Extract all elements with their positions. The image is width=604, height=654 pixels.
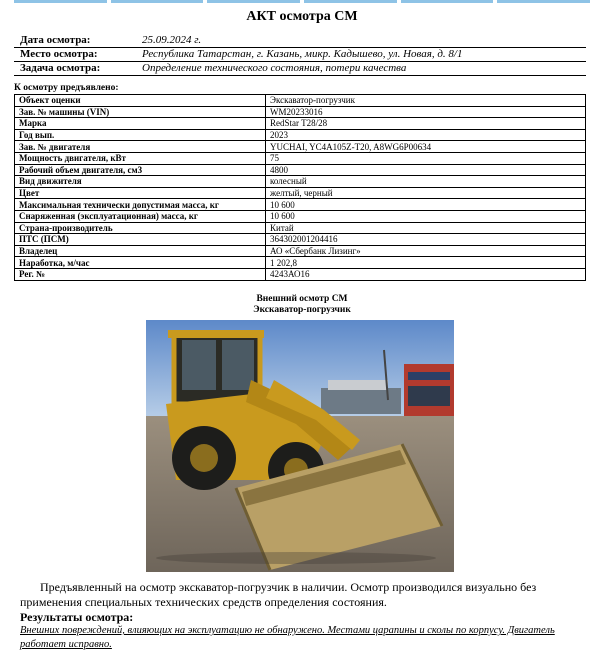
spec-value: 1 202,8 (266, 257, 586, 269)
spec-value: колесный (266, 176, 586, 188)
spec-value: 10 600 (266, 199, 586, 211)
meta-row-task (14, 62, 586, 76)
meta-row-place (14, 48, 586, 62)
spec-label: Владелец (15, 245, 266, 257)
spec-label: Рабочий объем двигателя, см3 (15, 164, 266, 176)
spec-row (15, 234, 586, 246)
top-decoration (14, 0, 590, 3)
spec-value: Китай (266, 222, 586, 234)
spec-label: ПТС (ПСМ) (15, 234, 266, 246)
spec-value: YUCHAI, YC4A105Z-T20, A8WG6P00634 (266, 141, 586, 153)
spec-label: Страна-производитель (15, 222, 266, 234)
meta-label: Место осмотра: (20, 48, 98, 60)
spec-label: Цвет (15, 187, 266, 199)
meta-value: Республика Татарстан, г. Казань, микр. Кадышево, ул. Новая, д. 8/1 (142, 48, 463, 60)
spec-row (15, 210, 586, 222)
exterior-subheading: Экскаватор-погрузчик (253, 305, 351, 315)
spec-label: Мощность двигателя, кВт (15, 152, 266, 164)
spec-label: Зав. № машины (VIN) (15, 106, 266, 118)
spec-row (15, 176, 586, 188)
spec-label: Наработка, м/час (15, 257, 266, 269)
spec-value: WM20233016 (266, 106, 586, 118)
meta-label: Задача осмотра: (20, 62, 101, 74)
meta-label: Дата осмотра: (20, 34, 91, 46)
spec-row (15, 95, 586, 107)
presented-label: К осмотру предъявлено: (14, 83, 119, 93)
spec-value: АО «Сбербанк Лизинг» (266, 245, 586, 257)
document-title: АКТ осмотра СМ (246, 9, 358, 24)
spec-row (15, 257, 586, 269)
meta-value: 25.09.2024 г. (142, 34, 202, 46)
spec-value: 4243АО16 (266, 268, 586, 280)
inspection-meta (14, 34, 586, 76)
spec-row (15, 118, 586, 130)
results-title: Результаты осмотра: (20, 610, 134, 624)
spec-label: Максимальная технически допустимая масса, кг (15, 199, 266, 211)
spec-value: 2023 (266, 129, 586, 141)
spec-row (15, 268, 586, 280)
excavator-photo (146, 320, 454, 572)
spec-row (15, 141, 586, 153)
spec-row (15, 152, 586, 164)
spec-value: 10 600 (266, 210, 586, 222)
spec-value: 4800 (266, 164, 586, 176)
spec-value: желтый, черный (266, 187, 586, 199)
spec-row (15, 129, 586, 141)
spec-row (15, 199, 586, 211)
spec-label: Зав. № двигателя (15, 141, 266, 153)
spec-row (15, 187, 586, 199)
results-text: Внешних повреждений, влияющих на эксплуатацию не обнаружено. Местами царапины и сколы по корпусу. Двигатель работает исправно. (20, 625, 555, 650)
spec-label: Вид движителя (15, 176, 266, 188)
spec-label: Год вып. (15, 129, 266, 141)
meta-value: Определение технического состояния, потери качества (142, 62, 407, 74)
spec-value: 75 (266, 152, 586, 164)
spec-row (15, 245, 586, 257)
spec-row (15, 106, 586, 118)
spec-label: Марка (15, 118, 266, 130)
spec-row (15, 222, 586, 234)
spec-label: Объект оценки (15, 95, 266, 107)
exterior-heading: Внешний осмотр СМ (256, 294, 348, 304)
spec-value: 364302001204416 (266, 234, 586, 246)
spec-label: Рег. № (15, 268, 266, 280)
inspection-paragraph: Предъявленный на осмотр экскаватор-погрузчик в наличии. Осмотр производился визуально без применения специальных технических средств определения состояния. (20, 580, 537, 609)
spec-row (15, 164, 586, 176)
meta-row-date (14, 34, 586, 48)
spec-label: Снаряженная (эксплуатационная) масса, кг (15, 210, 266, 222)
spec-value: Экскаватор-погрузчик (266, 95, 586, 107)
spec-value: RedStar T28/28 (266, 118, 586, 130)
spec-table (14, 94, 586, 281)
